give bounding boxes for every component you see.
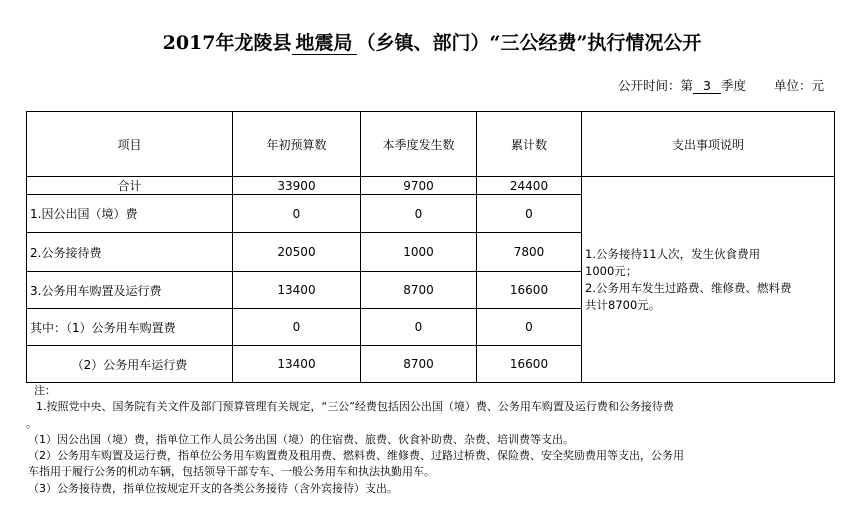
row-item: 合计 bbox=[27, 177, 233, 195]
description-line: 共计8700元。 bbox=[585, 297, 661, 312]
row-quarter: 9700 bbox=[361, 177, 477, 195]
row-budget: 33900 bbox=[233, 177, 361, 195]
row-budget: 13400 bbox=[233, 346, 361, 383]
expense-table bbox=[26, 111, 835, 383]
row-budget: 20500 bbox=[233, 233, 361, 272]
title-suffix: （乡镇、部门）“三公经费”执行情况公开 bbox=[356, 32, 702, 54]
row-cumulative: 0 bbox=[477, 309, 582, 346]
unit-label: 单位：元 bbox=[773, 78, 824, 93]
page-title bbox=[0, 28, 864, 55]
header-description: 支出事项说明 bbox=[582, 112, 835, 177]
note-line: （3）公务接待费，指单位按规定开支的各类公务接待（含外宾接待）支出。 bbox=[28, 481, 398, 495]
table-row bbox=[27, 177, 835, 195]
row-cumulative: 24400 bbox=[477, 177, 582, 195]
period-label: 公开时间：第 bbox=[617, 78, 693, 93]
publish-meta bbox=[618, 76, 824, 94]
row-item: （2）公务用车运行费 bbox=[27, 346, 233, 383]
row-cumulative: 0 bbox=[477, 195, 582, 233]
row-quarter: 8700 bbox=[361, 272, 477, 309]
description-cell bbox=[582, 177, 835, 383]
title-prefix: 2017年龙陵县 bbox=[162, 32, 292, 54]
row-budget: 0 bbox=[233, 195, 361, 233]
header-item: 项目 bbox=[27, 112, 233, 177]
note-line: 1.按照党中央、国务院有关文件及部门预算管理有关规定，“三公”经费包括因公出国（境）费、公务用车购置及运行费和公务接待费 bbox=[36, 400, 674, 414]
note-line: 。 bbox=[26, 416, 37, 430]
row-item: 其中：（1）公务用车购置费 bbox=[27, 309, 233, 346]
note-line: 车指用于履行公务的机动车辆，包括领导干部专车、一般公务用车和执法执勤用车。 bbox=[28, 465, 435, 479]
row-quarter: 1000 bbox=[361, 233, 477, 272]
header-cumulative: 累计数 bbox=[477, 112, 582, 177]
row-cumulative: 7800 bbox=[477, 233, 582, 272]
description-line: 1.公务接待11人次，发生伙食费用 bbox=[585, 246, 761, 261]
period-unit: 季度 bbox=[720, 78, 746, 93]
description-line: 1000元； bbox=[585, 263, 638, 278]
header-quarter: 本季度发生数 bbox=[361, 112, 477, 177]
description-line: 2.公务用车发生过路费、维修费、燃料费 bbox=[585, 280, 792, 295]
note-line: （2）公务用车购置及运行费，指单位公务用车购置费及租用费、燃料费、维修费、过路过桥费、保险费、安全奖励费用等支出，公务用 bbox=[28, 449, 684, 463]
notes-label: 注： bbox=[34, 384, 56, 397]
row-item: 2.公务接待费 bbox=[27, 233, 233, 272]
table-header-row bbox=[27, 112, 835, 177]
note-line: （1）因公出国（境）费，指单位工作人员公务出国（境）的住宿费、旅费、伙食补助费、杂费、培训费等支出。 bbox=[28, 432, 574, 446]
row-cumulative: 16600 bbox=[477, 346, 582, 383]
row-cumulative: 16600 bbox=[477, 272, 582, 309]
row-budget: 0 bbox=[233, 309, 361, 346]
row-quarter: 0 bbox=[361, 309, 477, 346]
row-item: 3.公务用车购置及运行费 bbox=[27, 272, 233, 309]
row-quarter: 8700 bbox=[361, 346, 477, 383]
row-item: 1.因公出国（境）费 bbox=[27, 195, 233, 233]
notes-section bbox=[26, 383, 834, 497]
row-quarter: 0 bbox=[361, 195, 477, 233]
title-department: 地震局 bbox=[292, 32, 357, 55]
header-budget: 年初预算数 bbox=[233, 112, 361, 177]
row-budget: 13400 bbox=[233, 272, 361, 309]
quarter-number: 3 bbox=[693, 79, 721, 94]
